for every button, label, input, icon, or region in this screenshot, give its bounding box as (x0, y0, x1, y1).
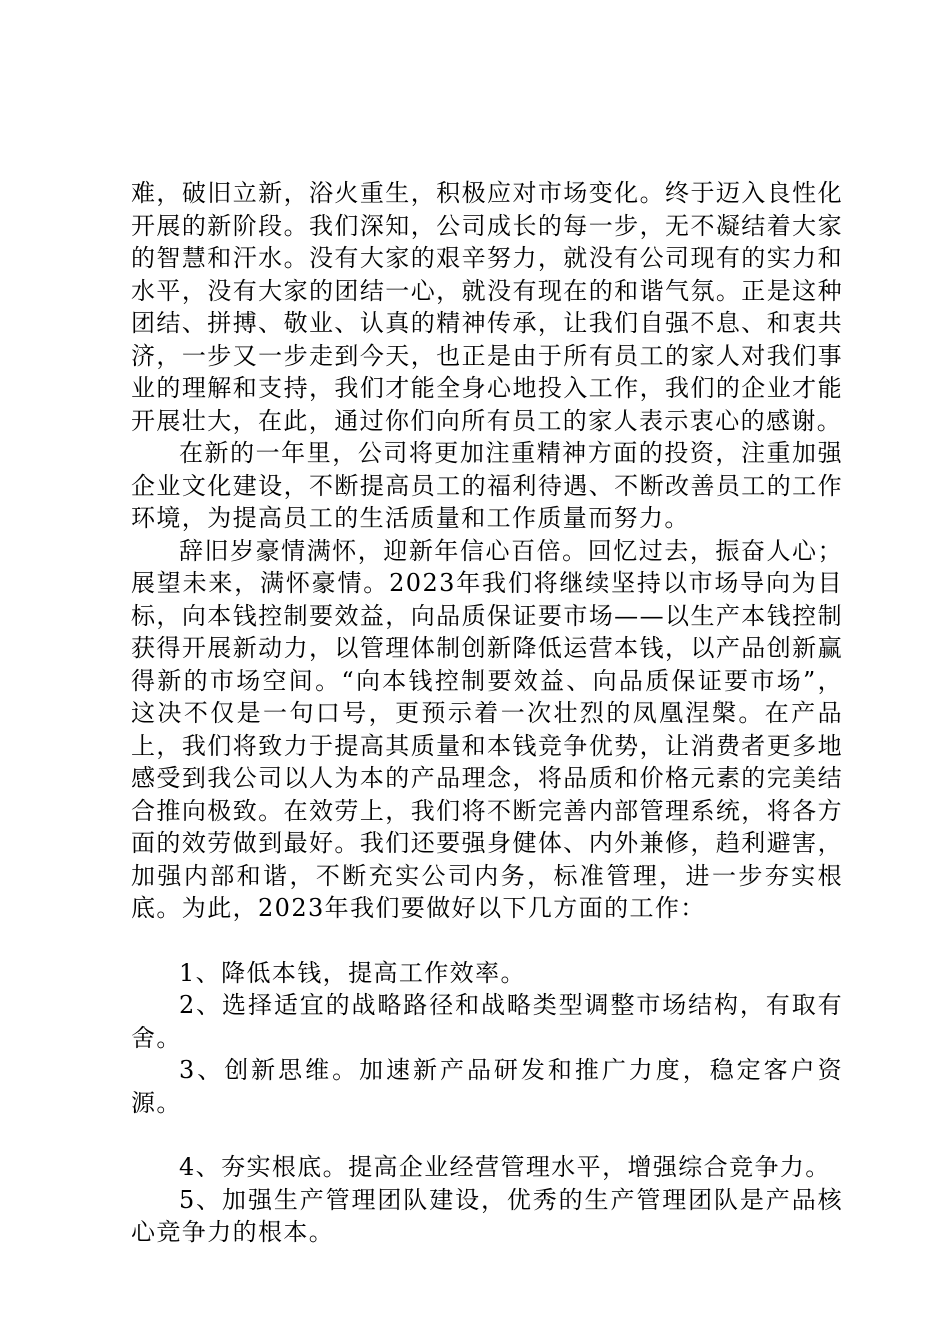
list-item: 2、选择适宜的战略路径和战略类型调整市场结构，有取有舍。 (131, 991, 843, 1052)
paragraph-continuation: 难，破旧立新，浴火重生，积极应对市场变化。终于迈入良性化开展的新阶段。我们深知，公司成长的每一步，无不凝结着大家的智慧和汗水。没有大家的艰辛努力，就没有公司现有的实力和水平，没有大家的团结一心，就没有现在的和谐气氛。正是这种团结、拼搏、敬业、认真的精神传承，让我们自强不息、和衷共济，一步又一步走到今天，也正是由于所有员工的家人对我们事业的理解和支持，我们才能全身心地投入工作，我们的企业才能开展壮大，在此，通过你们向所有员工的家人表示衷心的感谢。 (131, 179, 843, 435)
paragraph-outlook: 辞旧岁豪情满怀，迎新年信心百倍。回忆过去，振奋人心；展望未来，满怀豪情。2023年我们将继续坚持以市场导向为目标，向本钱控制要效益，向品质保证要市场——以生产本钱控制获得开展新动力，以管理体制创新降低运营本钱，以产品创新赢得新的市场空间。“向本钱控制要效益、向品质保证要市场”，这决不仅是一句口号，更预示着一次壮烈的凤凰涅槃。在产品上，我们将致力于提高其质量和本钱竞争优势，让消费者更多地感受到我公司以人为本的产品理念，将品质和价格元素的完美结合推向极致。在效劳上，我们将不断完善内部管理系统，将各方面的效劳做到最好。我们还要强身健体、内外兼修，趋利避害，加强内部和谐，不断充实公司内务，标准管理，进一步夯实根底。为此，2023年我们要做好以下几方面的工作： (131, 536, 843, 922)
paragraph-investment: 在新的一年里，公司将更加注重精神方面的投资，注重加强企业文化建设，不断提高员工的福利待遇、不断改善员工的工作环境，为提高员工的生活质量和工作质量而努力。 (131, 439, 843, 532)
spacer (131, 925, 843, 957)
list-item: 3、创新思维。加速新产品研发和推广力度，稳定客户资源。 (131, 1056, 843, 1117)
spacer (131, 1119, 843, 1151)
document-body (131, 177, 843, 1249)
list-item: 1、降低本钱，提高工作效率。 (179, 958, 526, 987)
list-item: 4、夯实根底。提高企业经营管理水平，增强综合竞争力。 (179, 1153, 831, 1181)
list-item: 5、加强生产管理团队建设，优秀的生产管理团队是产品核心竞争力的根本。 (131, 1185, 843, 1246)
